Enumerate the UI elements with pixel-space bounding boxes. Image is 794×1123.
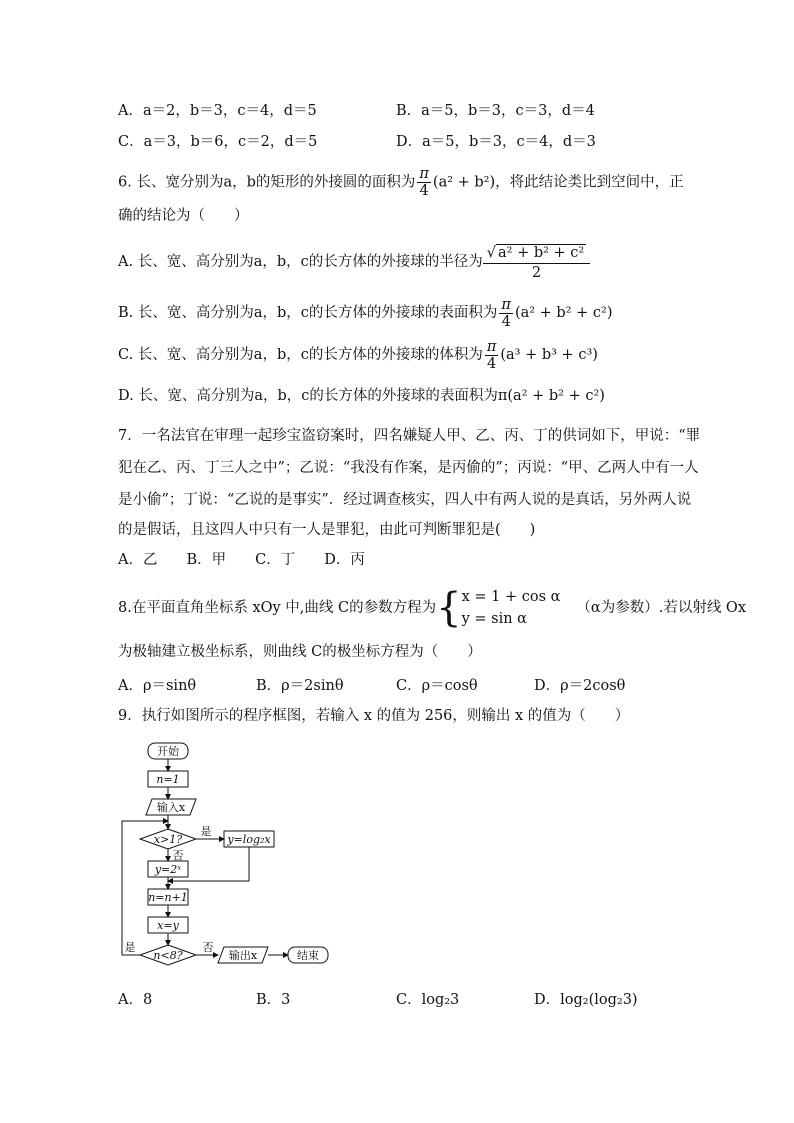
flow-no2-label: 否 [202, 941, 214, 954]
flow-start-label: 开始 [157, 745, 179, 758]
flow-output-label: 输出x [228, 949, 258, 962]
q9-option-d: D．log₂(log₂3) [534, 992, 638, 1008]
q6-stem-text: 6. 长、宽分别为a，b的矩形的外接圆的面积为 [118, 174, 416, 191]
flow-log-label: y=log₂x [227, 833, 271, 846]
q8-eq2: y = sin α [461, 611, 527, 627]
q8-stem-text: 8.在平面直角坐标系 xOy 中,曲线 C的参数方程为 [118, 600, 437, 616]
q7-line4: 的是假话，且这四人中只有一人是罪犯，由此可判断罪犯是( ) [118, 522, 536, 538]
q6-option-a [118, 242, 590, 282]
radicand: a² + b² + c² [498, 244, 585, 261]
q6-option-d-text: D. 长、宽、高分别为a，b，c的长方体的外接球的表面积为 [118, 388, 498, 404]
q9-option-b: B．3 [256, 992, 291, 1008]
frac-denominator: 4 [486, 355, 497, 372]
pi-over-4 [499, 297, 513, 330]
flow-yes1-label: 是 [200, 825, 212, 838]
q6-stem-line2: 确的结论为（ ） [118, 208, 249, 224]
q5-option-a: A．a＝2，b＝3，c＝4，d＝5 [118, 103, 317, 119]
q6-option-b-text: B. 长、宽、高分别为a，b，c的长方体的外接球的表面积为 [118, 305, 498, 321]
q7-line3: 是小偷”；丁说：“乙说的是事实”．经过调查核实，四人中有两人说的是真话，另外两人说 [118, 492, 692, 508]
q8-system [462, 586, 561, 630]
flow-no1-label: 否 [172, 849, 184, 862]
q8-option-d: D．ρ＝2cosθ [534, 678, 626, 694]
q5-option-c: C．a＝3，b＝6，c＝2，d＝5 [118, 134, 318, 150]
q8-stem-line1 [118, 585, 746, 631]
pi-symbol: π [419, 166, 429, 182]
q6-option-a-text: A. 长、宽、高分别为a，b，c的长方体的外接球的半径为 [118, 254, 483, 270]
q5-option-d: D．a＝5，b＝3，c＝4，d＝3 [396, 134, 596, 150]
q6-option-b-expr: (a² + b² + c²) [514, 305, 613, 321]
q6-area-expr: (a² + b²) [432, 174, 496, 191]
q8-stem-line2: 为极轴建立极坐标系，则曲线 C的极坐标方程为（ ） [118, 644, 482, 660]
program-flowchart [118, 735, 348, 975]
q8-option-c: C．ρ＝cosθ [396, 678, 478, 694]
q5-option-b: B．a＝5，b＝3，c＝3，d＝4 [396, 103, 595, 119]
q8-option-b: B．ρ＝2sinθ [256, 678, 344, 694]
flow-cond1-label: x>1? [153, 833, 183, 846]
flow-init-label: n=1 [156, 773, 180, 786]
pi-over-4 [485, 339, 499, 372]
q6-stem-line1 [118, 166, 684, 199]
q9-option-c: C．log₂3 [396, 992, 460, 1008]
flow-inc-label: n=n+1 [148, 891, 188, 904]
frac-denominator: 2 [531, 264, 542, 281]
q6-option-c [118, 338, 598, 372]
flow-assign-x-label: x=y [157, 919, 179, 932]
brace-symbol: { [436, 585, 462, 631]
q6-option-b [118, 296, 613, 330]
q8-eq1: x = 1 + cos α [461, 589, 561, 605]
q7-line1: 7．一名法官在审理一起珍宝盗窃案时，四名嫌疑人甲、乙、丙、丁的供词如下，甲说：“罪 [118, 428, 701, 444]
pi-symbol: π [501, 296, 511, 313]
q6-option-c-expr: (a³ + b³ + c³) [500, 347, 598, 363]
q9-stem: 9．执行如图所示的程序框图，若输入 x 的值为 256，则输出 x 的值为（ ） [118, 708, 630, 724]
q6-option-d [118, 386, 605, 406]
q6-stem-after: ，将此结论类比到空间中，正 [495, 174, 684, 191]
q8-stem-after: （α为参数）.若以射线 Ox [576, 600, 746, 616]
flow-cond2-label: n<8? [153, 949, 183, 962]
q8-option-a: A．ρ＝sinθ [118, 678, 197, 694]
q9-option-a: A．8 [118, 992, 153, 1008]
frac-denominator: 4 [419, 183, 429, 199]
frac-denominator: 4 [501, 313, 511, 330]
flow-end-label: 结束 [297, 949, 319, 962]
q6-option-d-expr: π(a² + b² + c²) [497, 388, 605, 404]
q7-line2: 犯在乙、丙、丁三人之中”；乙说：“我没有作案，是丙偷的”；丙说：“甲、乙两人中有一人 [118, 460, 699, 476]
q6-area-fraction [417, 166, 431, 199]
q6-option-a-radical: $\frac{\text{√ a² + b² + c²}}{2}$ [483, 243, 590, 282]
flow-pow-label: y=2ˣ [154, 863, 182, 876]
flow-yes2-label: 是 [124, 941, 136, 954]
q6-option-c-text: C. 长、宽、高分别为a，b，c的长方体的外接球的体积为 [118, 347, 483, 363]
pi-symbol: π [486, 338, 497, 355]
q7-options: A．乙 B．甲 C．丁 D．丙 [118, 552, 365, 568]
flow-input-label: 输入x [156, 801, 186, 814]
